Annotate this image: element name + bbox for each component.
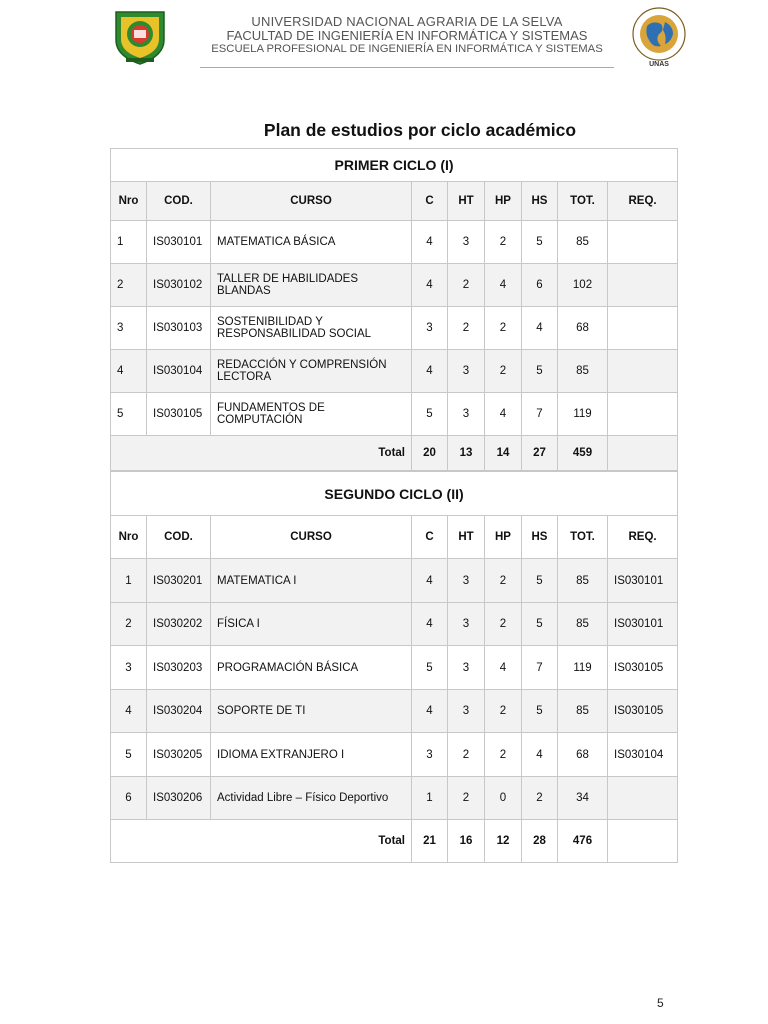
cell-nro: 1 (111, 221, 147, 264)
cell-nro: 6 (111, 777, 147, 820)
cell-ht: 3 (448, 646, 485, 690)
cell-cod: IS030203 (147, 646, 211, 690)
cell-req: IS030105 (608, 646, 678, 690)
total-label: Total (111, 820, 412, 863)
cell-hs: 7 (522, 646, 558, 690)
cell-c: 3 (412, 307, 448, 350)
cell-c: 4 (412, 603, 448, 646)
university-name: UNIVERSIDAD NACIONAL AGRARIA DE LA SELVA (251, 14, 563, 29)
table-row (111, 603, 678, 646)
cell-tot: 119 (558, 393, 608, 436)
cell-hp: 2 (485, 733, 522, 777)
table-row (111, 264, 678, 307)
col-ht: HT (448, 516, 485, 559)
col-hp: HP (485, 182, 522, 221)
cell-tot: 85 (558, 690, 608, 733)
total-ht: 16 (448, 820, 485, 863)
ciclo-title: PRIMER CICLO (I) (111, 149, 678, 182)
cell-hs: 5 (522, 559, 558, 603)
cell-cod: IS030205 (147, 733, 211, 777)
cell-cod: IS030201 (147, 559, 211, 603)
cell-nro: 1 (111, 559, 147, 603)
total-c: 21 (412, 820, 448, 863)
cell-hs: 7 (522, 393, 558, 436)
cell-req: IS030104 (608, 733, 678, 777)
cell-cod: IS030102 (147, 264, 211, 307)
cell-req: IS030101 (608, 559, 678, 603)
col-req: REQ. (608, 516, 678, 559)
cell-hs: 6 (522, 264, 558, 307)
col-req: REQ. (608, 182, 678, 221)
col-curso: CURSO (211, 516, 412, 559)
cell-tot: 102 (558, 264, 608, 307)
faculty-name: FACULTAD DE INGENIERÍA EN INFORMÁTICA Y SISTEMAS (226, 28, 588, 43)
cell-nro: 3 (111, 307, 147, 350)
cell-hs: 2 (522, 777, 558, 820)
col-ht: HT (448, 182, 485, 221)
col-hs: HS (522, 182, 558, 221)
table-row (111, 690, 678, 733)
cell-nro: 5 (111, 733, 147, 777)
cell-tot: 85 (558, 559, 608, 603)
cell-nro: 5 (111, 393, 147, 436)
total-hp: 12 (485, 820, 522, 863)
cell-hs: 4 (522, 307, 558, 350)
cell-ht: 3 (448, 393, 485, 436)
cell-ht: 3 (448, 603, 485, 646)
col-curso: CURSO (211, 182, 412, 221)
cell-nro: 3 (111, 646, 147, 690)
cell-req (608, 221, 678, 264)
col-nro: Nro (111, 516, 147, 559)
cell-hp: 4 (485, 264, 522, 307)
cell-nro: 4 (111, 350, 147, 393)
cell-hp: 2 (485, 603, 522, 646)
cell-req (608, 393, 678, 436)
cell-curso: TALLER DE HABILIDADES BLANDAS (211, 264, 412, 307)
table-row (111, 559, 678, 603)
cell-curso: REDACCIÓN Y COMPRENSIÓN LECTORA (211, 350, 412, 393)
cell-cod: IS030101 (147, 221, 211, 264)
total-tot: 459 (558, 436, 608, 471)
col-cod: COD. (147, 516, 211, 559)
cell-hp: 0 (485, 777, 522, 820)
table-header-row (111, 182, 678, 221)
institution-block (200, 15, 614, 56)
cell-curso: IDIOMA EXTRANJERO I (211, 733, 412, 777)
cell-hp: 2 (485, 307, 522, 350)
cell-req: IS030105 (608, 690, 678, 733)
total-req (608, 436, 678, 471)
col-c: C (412, 516, 448, 559)
cell-hp: 4 (485, 393, 522, 436)
cell-hp: 2 (485, 221, 522, 264)
col-hp: HP (485, 516, 522, 559)
total-hs: 27 (522, 436, 558, 471)
school-name: ESCUELA PROFESIONAL DE INGENIERÍA EN INFORMÁTICA Y SISTEMAS (211, 43, 603, 55)
col-tot: TOT. (558, 516, 608, 559)
cell-ht: 2 (448, 264, 485, 307)
total-label: Total (111, 436, 412, 471)
total-req (608, 820, 678, 863)
cell-hs: 5 (522, 350, 558, 393)
cell-ht: 3 (448, 221, 485, 264)
cell-hp: 4 (485, 646, 522, 690)
logo-right-label: UNAS (649, 61, 669, 68)
cell-curso: PROGRAMACIÓN BÁSICA (211, 646, 412, 690)
cell-c: 4 (412, 690, 448, 733)
cell-cod: IS030202 (147, 603, 211, 646)
table-header-row (111, 516, 678, 559)
cell-nro: 4 (111, 690, 147, 733)
header-divider (200, 67, 614, 68)
ciclo-1-table (110, 148, 678, 471)
cell-tot: 68 (558, 307, 608, 350)
total-tot: 476 (558, 820, 608, 863)
total-row (111, 436, 678, 471)
total-hs: 28 (522, 820, 558, 863)
cell-curso: FUNDAMENTOS DE COMPUTACIÓN (211, 393, 412, 436)
total-c: 20 (412, 436, 448, 471)
cell-c: 1 (412, 777, 448, 820)
table-row (111, 307, 678, 350)
cell-hs: 4 (522, 733, 558, 777)
table-row (111, 350, 678, 393)
cell-tot: 68 (558, 733, 608, 777)
cell-ht: 2 (448, 777, 485, 820)
table-row (111, 733, 678, 777)
cell-hs: 5 (522, 221, 558, 264)
ciclo-2-table (110, 471, 678, 863)
table-row (111, 221, 678, 264)
total-ht: 13 (448, 436, 485, 471)
cell-nro: 2 (111, 603, 147, 646)
cell-curso: MATEMATICA I (211, 559, 412, 603)
cell-hs: 5 (522, 603, 558, 646)
cell-cod: IS030206 (147, 777, 211, 820)
faculty-globe-logo-icon (627, 4, 691, 72)
col-tot: TOT. (558, 182, 608, 221)
table-row (111, 777, 678, 820)
cell-ht: 3 (448, 350, 485, 393)
cell-curso: SOSTENIBILIDAD Y RESPONSABILIDAD SOCIAL (211, 307, 412, 350)
cell-req: IS030101 (608, 603, 678, 646)
col-cod: COD. (147, 182, 211, 221)
page-title: Plan de estudios por ciclo académico (263, 120, 577, 140)
page-number: 5 (657, 996, 664, 1010)
cell-tot: 119 (558, 646, 608, 690)
university-shield-logo-icon (110, 6, 170, 66)
cell-hs: 5 (522, 690, 558, 733)
cell-c: 5 (412, 393, 448, 436)
cell-hp: 2 (485, 350, 522, 393)
cell-req (608, 307, 678, 350)
table-row (111, 646, 678, 690)
cell-ht: 2 (448, 307, 485, 350)
cell-ht: 3 (448, 690, 485, 733)
cell-c: 4 (412, 264, 448, 307)
cell-c: 3 (412, 733, 448, 777)
cell-cod: IS030204 (147, 690, 211, 733)
cell-curso: MATEMATICA BÁSICA (211, 221, 412, 264)
col-hs: HS (522, 516, 558, 559)
cell-c: 5 (412, 646, 448, 690)
cell-req (608, 777, 678, 820)
ciclo-title: SEGUNDO CICLO (II) (111, 472, 678, 516)
col-c: C (412, 182, 448, 221)
cell-c: 4 (412, 350, 448, 393)
cell-ht: 2 (448, 733, 485, 777)
cell-hp: 2 (485, 559, 522, 603)
cell-tot: 85 (558, 350, 608, 393)
table-row (111, 393, 678, 436)
total-row (111, 820, 678, 863)
cell-curso: Actividad Libre – Físico Deportivo (211, 777, 412, 820)
cell-hp: 2 (485, 690, 522, 733)
cell-c: 4 (412, 559, 448, 603)
cell-req (608, 264, 678, 307)
cell-cod: IS030105 (147, 393, 211, 436)
cell-req (608, 350, 678, 393)
col-nro: Nro (111, 182, 147, 221)
cell-ht: 3 (448, 559, 485, 603)
cell-cod: IS030104 (147, 350, 211, 393)
cell-cod: IS030103 (147, 307, 211, 350)
cell-tot: 85 (558, 603, 608, 646)
cell-curso: SOPORTE DE TI (211, 690, 412, 733)
cell-c: 4 (412, 221, 448, 264)
page-header (0, 0, 768, 80)
cell-nro: 2 (111, 264, 147, 307)
cell-tot: 85 (558, 221, 608, 264)
total-hp: 14 (485, 436, 522, 471)
cell-curso: FÍSICA I (211, 603, 412, 646)
cell-tot: 34 (558, 777, 608, 820)
